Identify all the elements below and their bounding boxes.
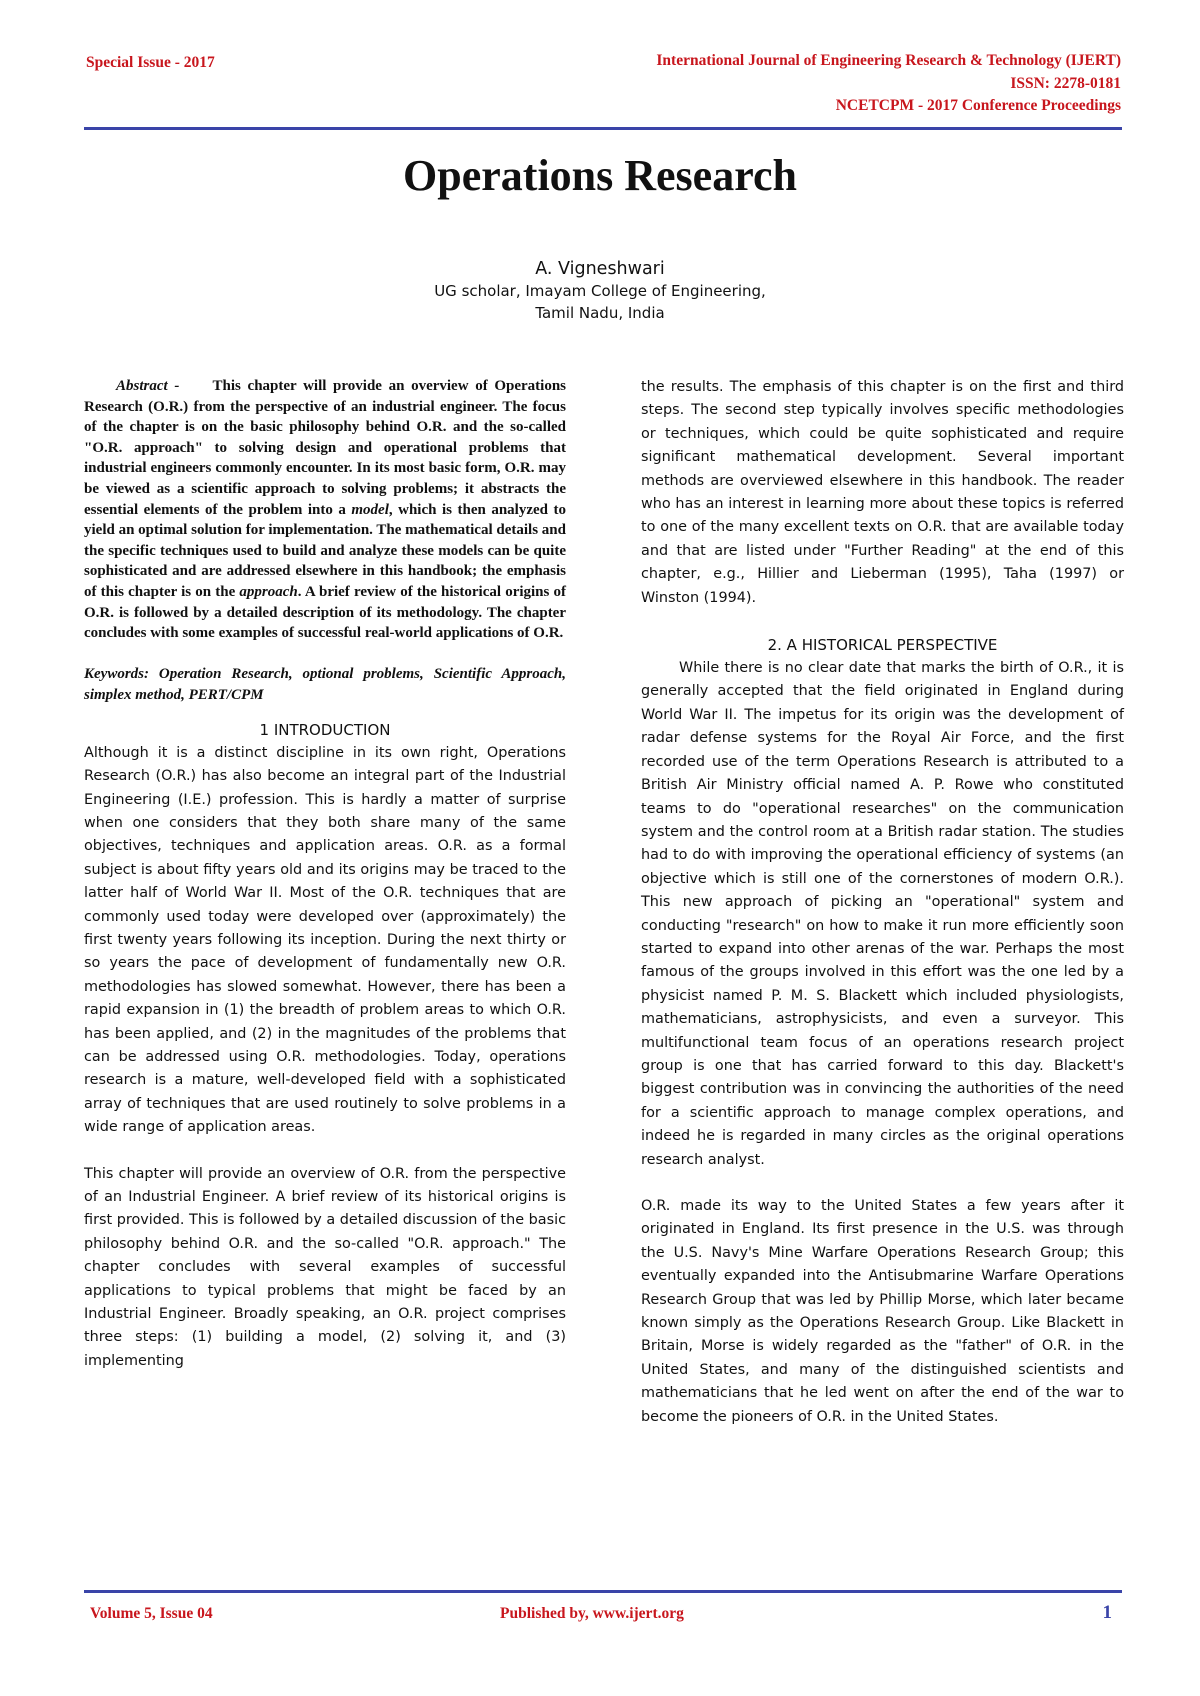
issn: ISSN: 2278-0181: [1010, 74, 1121, 92]
left-column: [84, 376, 566, 1373]
intro-paragraph-2: This chapter will provide an overview of O.R. from the perspective of an Industrial Engineer. A brief review of its historical origins is first provided. This is followed by a detailed discussion of the basic philosophy behind O.R. and the so-called "O.R. approach." The chapter concludes with several examples of successful applications to typical problems that might be faced by an Industrial Engineer. Broadly speaking, an O.R. project comprises three steps: (1) building a model, (2) solving it, and (3) implementing: [84, 1165, 566, 1369]
abstract-approach-word: approach: [239, 583, 298, 600]
section-2-heading: 2. A HISTORICAL PERSPECTIVE: [767, 636, 998, 655]
abstract-text-3: . A brief review of the historical origins of O.R. is followed by a detailed description of its methodology. The chapter concludes with some examples of successful real-world applications of O.R.: [84, 583, 566, 642]
abstract-label: Abstract -: [116, 378, 180, 394]
abstract-model-word: model: [351, 501, 389, 518]
author-affiliation: UG scholar, Imayam College of Engineering,: [434, 282, 766, 300]
abstract-text-2: , which is then analyzed to yield an optimal solution for implementation. The mathematical details and the specific techniques used to build and analyze these models can be quite sophisticated and are addressed elsewhere in this handbook; the emphasis of this chapter is on the: [84, 501, 566, 600]
history-paragraph-2: O.R. made its way to the United States a few years after it originated in England. Its first presence in the U.S. was through the U.S. Navy's Mine Warfare Operations Research Group; this eventually expanded into the Antisubmarine Warfare Operations Research Group that was led by Phillip Morse, which later became known simply as the Operations Research Group. Like Blackett in Britain, Morse is widely regarded as the "father" of O.R. in the United States, and many of the distinguished scientists and mathematicians that he led went on after the end of the war to become the pioneers of O.R. in the United States.: [641, 1198, 1124, 1425]
section-1-heading: 1 INTRODUCTION: [259, 720, 391, 739]
right-column: [641, 376, 1124, 1429]
abstract-text-1: This chapter will provide an overview of Operations Research (O.R.) from the perspective of an industrial engineer. The focus of the chapter is on the basic philosophy behind O.R. and the so-called "O.R. approach" to solving design and operational problems that industrial engineers commonly encounter. In its most basic form, O.R. may be viewed as a scientific approach to solving problems; it abstracts the essential elements of the problem into a: [84, 378, 566, 518]
special-issue-label: Special Issue - 2017: [86, 54, 215, 71]
paper-title: Operations Research: [403, 151, 797, 200]
volume-issue: Volume 5, Issue 04: [90, 1605, 213, 1622]
history-paragraph-1: While there is no clear date that marks the birth of O.R., it is generally accepted that the field originated in England during World War II. The impetus for its origin was the development of radar defense systems for the Royal Air Force, and the first recorded use of the term Operations Research is attributed to a British Air Ministry official named A. P. Rowe who constituted teams to do "operational researches" on the communication system and the control room at a British radar station. The studies had to do with improving the operational efficiency of systems (an objective which is still one of the cornerstones of modern O.R.). This new approach of picking an "operational" system and conducting "research" on how to make it run more efficiently soon started to expand into other arenas of the war. Perhaps the most famous of the groups involved in this effort was the one led by a physicist named P. M. S. Blackett which included physiologists, mathematicians, astrophysicists, and even a surveyor. This multifunctional team focus of an operations research project group is one that has carried forward to this day. Blackett's biggest contribution was in convincing the authorities of the need for a scientific approach to manage complex operations, and indeed he is regarded in many circles as the original operations research analyst.: [641, 660, 1124, 1168]
intro-paragraph-3: the results. The emphasis of this chapter is on the first and third steps. The second step typically involves specific methodologies or techniques, which could be quite sophisticated and require significant mathematical development. Several important methods are overviewed elsewhere in this handbook. The reader who has an interest in learning more about these topics is referred to one of the many excellent texts on O.R. that are available today and that are listed under "Further Reading" at the end of this chapter, e.g., Hillier and Lieberman (1995), Taha (1997) or Winston (1994).: [641, 379, 1124, 606]
abstract: [84, 376, 566, 644]
page-number: 1: [1102, 1602, 1112, 1623]
journal-name: International Journal of Engineering Research & Technology (IJERT): [656, 52, 1121, 69]
publisher-link[interactable]: Published by, www.ijert.org: [500, 1605, 684, 1622]
footer-divider: [84, 1590, 1122, 1593]
journal-header: [656, 50, 1121, 118]
author-name: A. Vigneshwari: [535, 259, 665, 279]
header-divider: [84, 127, 1122, 130]
intro-paragraph-1: Although it is a distinct discipline in its own right, Operations Research (O.R.) has also become an integral part of the Industrial Engineering (I.E.) profession. This is hardly a matter of surprise when one considers that they both share many of the same objectives, techniques and application areas. O.R. as a formal subject is about fifty years old and its origins may be traced to the latter half of World War II. Most of the O.R. techniques that are commonly used today were developed over (approximately) the first twenty years following its inception. During the next thirty or so years the pace of development of fundamentally new O.R. methodologies has slowed somewhat. However, there has been a rapid expansion in (1) the breadth of problem areas to which O.R. has been applied, and (2) in the magnitudes of the problems that can be addressed using O.R. methodologies. Today, operations research is a mature, well-developed field with a sophisticated array of techniques that are used routinely to solve problems in a wide range of application areas.: [84, 744, 566, 1136]
keywords: Keywords: Operation Research, optional problems, Scientific Approach, simplex method, PERT/CPM: [84, 665, 566, 703]
conference-name: NCETCPM - 2017 Conference Proceedings: [835, 97, 1121, 114]
author-location: Tamil Nadu, India: [535, 304, 665, 322]
author-block: [0, 258, 1200, 324]
